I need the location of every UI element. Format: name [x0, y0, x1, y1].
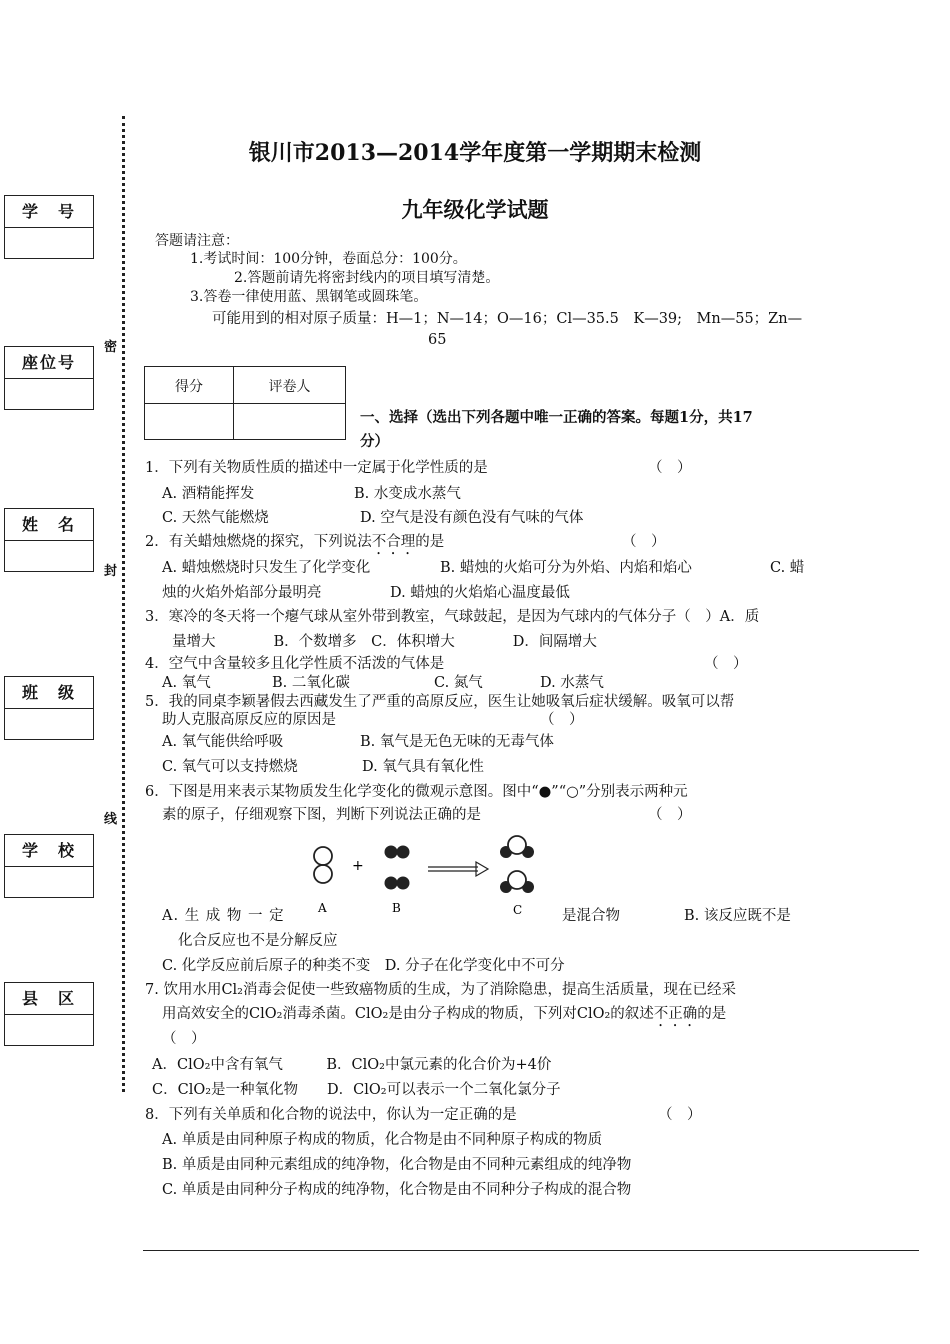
- figure-label-b: B: [392, 901, 401, 915]
- grader-header: 评卷人: [268, 379, 311, 395]
- q4-answer-paren[interactable]: （ ）: [704, 656, 748, 672]
- seal-char-feng: 封: [104, 564, 118, 579]
- q6-option-b-start: B. 该反应既不是: [684, 908, 791, 924]
- class-field[interactable]: [5, 709, 93, 739]
- student-id-field[interactable]: [5, 228, 93, 258]
- district-box: [4, 982, 94, 1046]
- q2-answer-paren[interactable]: （ ）: [622, 534, 666, 550]
- q2-stem-post: 的是: [415, 534, 445, 550]
- q5-option-a: A. 氧气能供给呼吸: [162, 734, 284, 750]
- plus-sign: +: [352, 858, 364, 874]
- q6-option-a-pre: A. 生 成 物 一 定: [162, 908, 285, 924]
- molecule-c: [500, 836, 534, 893]
- q7-stem-line-1: 7. 饮用水用Cl₂消毒会促使一些致癌物质的生成，为了消除隐患，提高生活质量，现在已经采: [145, 982, 736, 998]
- q2-stem-emphasis: 不合理: [371, 534, 416, 550]
- q4-option-b: B. 二氧化碳: [272, 675, 350, 691]
- q7-options-ab: A．ClO₂中含有氧气 B．ClO₂中氯元素的化合价为+4价: [152, 1057, 552, 1073]
- q5-option-d: D. 氧气具有氧化性: [362, 759, 484, 775]
- q1-stem: 1．下列有关物质性质的描述中一定属于化学性质的是: [145, 460, 488, 476]
- q5-stem-line-2: 助人克服高原反应的原因是: [162, 712, 336, 728]
- q7-options-cd: C．ClO₂是一种氧化物 D．ClO₂可以表示一个二氧化氯分子: [152, 1082, 561, 1098]
- q4-option-d: D. 水蒸气: [540, 675, 604, 691]
- seal-char-mi: 密: [104, 340, 118, 355]
- q1-option-b: B. 水变成水蒸气: [354, 486, 461, 502]
- q2-stem: [145, 530, 444, 558]
- school-label: 学 校: [5, 835, 93, 867]
- class-box: [4, 676, 94, 740]
- seat-number-box: [4, 346, 94, 410]
- q6-option-b-end: 化合反应也不是分解反应: [178, 933, 338, 949]
- q1-option-d: D. 空气是没有颜色没有气味的气体: [360, 510, 584, 526]
- reaction-arrow: [428, 862, 488, 876]
- q7-stem-line-2: [162, 1002, 726, 1030]
- q7-stem-pre: 用高效安全的ClO₂消毒杀菌。ClO₂是由分子构成的物质，下列对ClO₂的叙述: [162, 1006, 654, 1022]
- q6-options-cd: C. 化学反应前后原子的种类不变 D. 分子在化学变化中不可分: [162, 958, 565, 974]
- seal-dotted-line: [122, 116, 125, 1092]
- section-1-heading: 一、选择（选出下列各题中唯一正确的答案。每题1分，共17: [360, 409, 753, 426]
- notice-heading: 答题请注意：: [155, 233, 239, 249]
- name-field[interactable]: [5, 541, 93, 571]
- school-box: [4, 834, 94, 898]
- molecule-a: [314, 847, 332, 883]
- notice-item-3: 3.答卷一律使用蓝、黑钢笔或圆珠笔。: [190, 289, 428, 305]
- district-label: 县 区: [5, 983, 93, 1015]
- q5-answer-paren[interactable]: （ ）: [540, 712, 584, 728]
- q8-stem: 8．下列有关单质和化合物的说法中，你认为一定正确的是: [145, 1107, 517, 1123]
- q6-answer-paren[interactable]: （ ）: [648, 807, 692, 823]
- notice-item-1: 1.考试时间：100分钟，卷面总分：100分。: [190, 251, 467, 267]
- q5-option-b: B. 氧气是无色无味的无毒气体: [360, 734, 554, 750]
- q3-stem: 3．寒冷的冬天将一个瘪气球从室外带到教室，气球鼓起，是因为气球内的气体分子（ ）A．质: [145, 609, 760, 625]
- q2-option-a: A. 蜡烛燃烧时只发生了化学变化: [162, 560, 371, 576]
- q1-option-a: A. 酒精能挥发: [162, 486, 255, 502]
- class-label: 班 级: [5, 677, 93, 709]
- student-id-label: 学 号: [5, 196, 93, 228]
- school-field[interactable]: [5, 867, 93, 897]
- q3-options: 量增大 B．个数增多 C．体积增大 D．间隔增大: [172, 634, 597, 650]
- q2-option-c-end: 烛的火焰外焰部分最明亮: [162, 585, 322, 601]
- q2-stem-pre: 2．有关蜡烛燃烧的探究，下列说法: [145, 534, 372, 550]
- grader-field[interactable]: [234, 404, 345, 438]
- reaction-diagram: [300, 830, 550, 920]
- seat-number-field[interactable]: [5, 379, 93, 409]
- seal-char-xian: 线: [104, 812, 118, 827]
- q7-stem-post: 的是: [697, 1006, 727, 1022]
- q1-answer-paren[interactable]: （ ）: [648, 460, 692, 476]
- seat-number-label: 座位号: [5, 347, 93, 379]
- q8-answer-paren[interactable]: （ ）: [658, 1107, 702, 1123]
- section-1-heading-cont: 分）: [360, 433, 389, 450]
- q2-option-b: B. 蜡烛的火焰可分为外焰、内焰和焰心: [440, 560, 692, 576]
- figure-label-c: C: [513, 903, 523, 917]
- page-subtitle: 九年级化学试题: [401, 197, 549, 222]
- q2-option-c-start: C. 蜡: [770, 560, 805, 576]
- q6-stem-line-1: 6．下图是用来表示某物质发生化学变化的微观示意图。图中“●”“○”分别表示两种元: [145, 784, 688, 800]
- atomic-mass-line-2: 65: [428, 332, 447, 348]
- q4-option-c: C. 氮气: [434, 675, 483, 691]
- q2-option-d: D. 蜡烛的火焰焰心温度最低: [390, 585, 570, 601]
- score-field[interactable]: [145, 404, 233, 438]
- figure-label-a: A: [318, 901, 327, 915]
- q8-option-b: B. 单质是由同种元素组成的纯净物，化合物是由不同种元素组成的纯净物: [162, 1157, 632, 1173]
- score-header: 得分: [175, 379, 203, 395]
- q1-option-c: C. 天然气能燃烧: [162, 510, 269, 526]
- score-table: [144, 366, 346, 440]
- q5-option-c: C. 氧气可以支持燃烧: [162, 759, 298, 775]
- q7-answer-paren[interactable]: （ ）: [162, 1031, 206, 1047]
- name-label: 姓 名: [5, 509, 93, 541]
- q6-option-a-post: 是混合物: [562, 908, 620, 924]
- q6-stem-line-2: 素的原子，仔细观察下图，判断下列说法正确的是: [162, 807, 481, 823]
- district-field[interactable]: [5, 1015, 93, 1045]
- q4-option-a: A. 氧气: [162, 675, 211, 691]
- notice-item-2: 2.答题前请先将密封线内的项目填写清楚。: [234, 270, 500, 286]
- q4-stem: 4．空气中含量较多且化学性质不活泼的气体是: [145, 656, 445, 672]
- molecule-b: [385, 846, 410, 890]
- q8-option-c: C. 单质是由同种分子构成的纯净物，化合物是由不同种分子构成的混合物: [162, 1182, 632, 1198]
- name-box: [4, 508, 94, 572]
- q7-stem-emphasis: 不正确: [653, 1006, 698, 1022]
- q8-option-a: A. 单质是由同种原子构成的物质，化合物是由不同种原子构成的物质: [162, 1132, 603, 1148]
- footer-rule: [143, 1250, 919, 1251]
- atomic-mass-line-1: 可能用到的相对原子质量：H—1；N—14；O—16；Cl—35.5 K—39; Mn—55；Zn—: [212, 311, 803, 327]
- page-title: 银川市2013—2014学年度第一学期期末检测: [248, 140, 702, 166]
- q5-stem-line-1: 5．我的同桌李颖暑假去西藏发生了严重的高原反应，医生让她吸氧后症状缓解。吸氧可以帮: [145, 694, 735, 710]
